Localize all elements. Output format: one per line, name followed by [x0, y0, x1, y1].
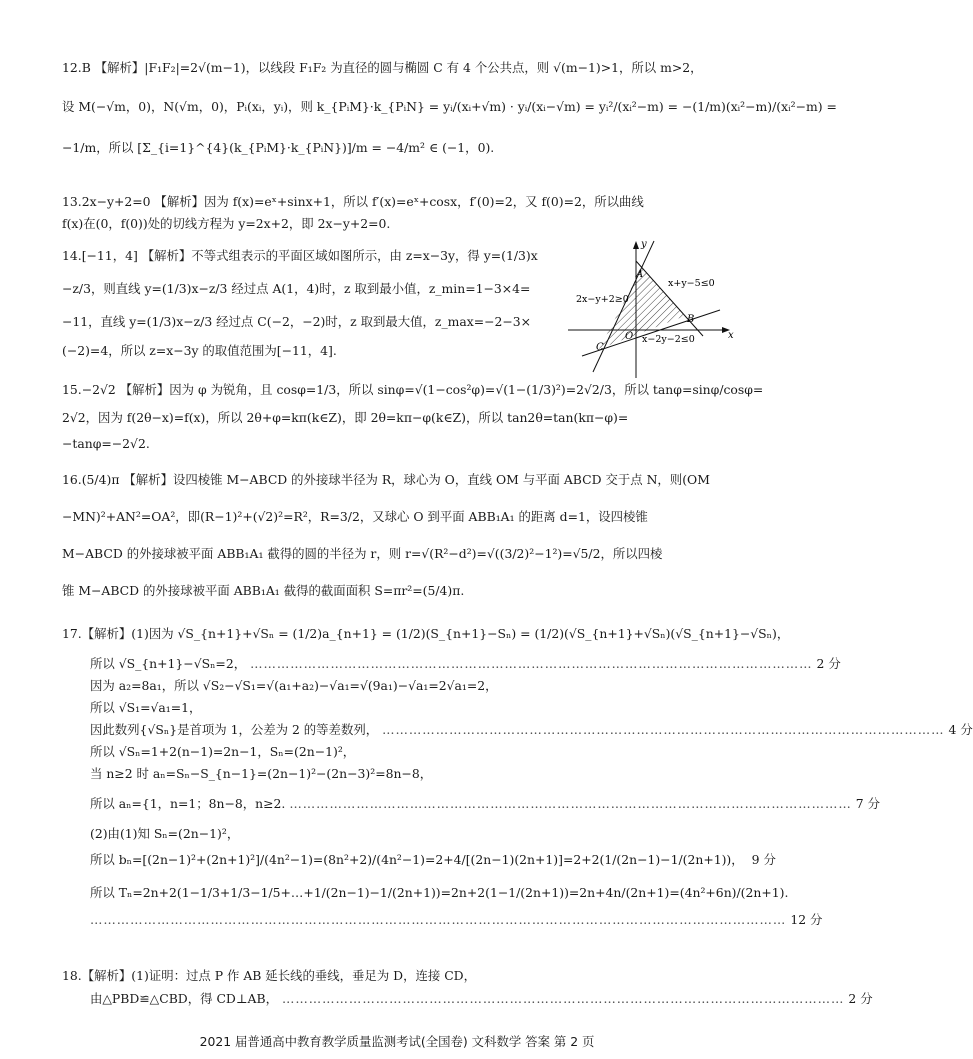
solution-line: 2√2，因为 f(2θ−x)=f(x)，所以 2θ+φ=kπ(k∈Z)，即 2θ=kπ−φ(k∈Z)，所以 tan2θ=tan(kπ−φ)= [62, 410, 629, 425]
leader-dots: ……………………………………………………………………………………………………………… [382, 722, 945, 737]
solution-line: 14.[−11，4] 【解析】不等式组表示的平面区域如图所示，由 z=x−3y，得 y=(1/3)x [62, 248, 538, 263]
solution-line: 所以 Tₙ=2n+2(1−1/3+1/3−1/5+…+1/(2n−1)−1/(2n+1))=2n+2(1−1/(2n+1))=2n+4n/(2n+1)=(4n²+6n)/(2n+1). [90, 885, 789, 900]
inequality-label: 2x−y+2≥0 [576, 294, 629, 305]
solution-line: 18.【解析】(1)证明：过点 P 作 AB 延长线的垂线，垂足为 D，连接 CD， [62, 968, 477, 983]
solution-line: −11，直线 y=(1/3)x−z/3 经过点 C(−2，−2)时，z 取到最大值，z_max=−2−3× [62, 314, 532, 329]
score-label: 9 分 [751, 852, 776, 867]
solution-13 [62, 192, 726, 233]
point-b-label: B [687, 314, 695, 325]
solution-line: 所以 √S₁=√a₁=1， [90, 700, 202, 715]
solution-line: 因为 a₂=8a₁，所以 √S₂−√S₁=√(a₁+a₂)−√a₁=√(9a₁)−√a₁=2√a₁=2， [90, 678, 498, 693]
solution-line: 15.−2√2 【解析】因为 φ 为锐角，且 cosφ=1/3，所以 sinφ=√(1−cos²φ)=√(1−(1/3)²)=2√2/3，所以 tanφ=sinφ/cosφ= [62, 382, 764, 397]
score-label: 7 分 [855, 796, 880, 811]
score-label: 2 分 [816, 656, 841, 671]
inequality-label: x−2y−2≤0 [642, 334, 695, 345]
solution-line: (−2)=4，所以 z=x−3y 的取值范围为[−11，4]. [62, 343, 337, 358]
point-a-label: A [636, 269, 644, 280]
solution-12 [62, 58, 837, 157]
point-c-label: C [596, 342, 604, 353]
leader-dots: ………………………………………………………………………………………………………………………………………… [90, 912, 787, 927]
inequality-label: x+y−5≤0 [668, 278, 715, 289]
y-axis-arrow [633, 241, 639, 249]
solution-line: M−ABCD 的外接球被平面 ABB₁A₁ 截得的圆的半径为 r，则 r=√(R²−d²)=√((3/2)²−1²)=√5/2，所以四棱 [62, 546, 663, 561]
origin-label: O [625, 331, 634, 342]
solution-16 [62, 470, 726, 600]
solution-line: 17.【解析】(1)因为 √S_{n+1}+√Sₙ = (1/2)a_{n+1} = (1/2)(S_{n+1}−Sₙ) = (1/2)(√S_{n+1}+√Sₙ)(√S_{n+1}−√Sₙ)， [62, 626, 790, 641]
solution-line: f(x)在(0，f(0))处的切线方程为 y=2x+2，即 2x−y+2=0. [62, 216, 391, 231]
solution-line: −tanφ=−2√2. [62, 436, 150, 451]
solution-line: 12.B 【解析】|F₁F₂|=2√(m−1)，以线段 F₁F₂ 为直径的圆与椭圆 C 有 4 个公共点，则 √(m−1)>1，所以 m>2， [62, 60, 703, 75]
solution-line: 所以 aₙ={1，n=1；8n−8，n≥2. [90, 796, 286, 811]
scored-line [62, 720, 973, 739]
leader-dots: ……………………………………………………………………………………………………………… [250, 656, 813, 671]
solution-18 [62, 966, 873, 1008]
leader-dots: ……………………………………………………………………………………………………………… [289, 796, 852, 811]
solution-line: 设 M(−√m，0)，N(√m，0)，Pᵢ(xᵢ，yᵢ)，则 k_{PᵢM}·k_{PᵢN} = yᵢ/(xᵢ+√m) · yᵢ/(xᵢ−√m) = yᵢ²/(xᵢ²−m) = −(1/m)(xᵢ²−m)/(xᵢ²−m) = [62, 99, 837, 114]
y-axis-label: y [641, 239, 647, 250]
score-label: 4 分 [948, 722, 973, 737]
solution-line: −MN)²+AN²=OA²，即(R−1)²+(√2)²=R²，R=3/2，又球心 O 到平面 ABB₁A₁ 的距离 d=1，设四棱锥 [62, 509, 648, 524]
solution-line: (2)由(1)知 Sₙ=(2n−1)²， [90, 826, 240, 841]
solution-15 [62, 380, 764, 453]
leader-dots: ……………………………………………………………………………………………………………… [281, 991, 845, 1006]
page-footer: 2021 届普通高中教育教学质量监测考试(全国卷) 文科数学 答案 第 2 页 [199, 1034, 595, 1049]
solution-line: −1/m，所以 [Σ_{i=1}^{4}(k_{PᵢM}·k_{PᵢN})]/m = −4/m² ∈ (−1，0). [62, 140, 495, 155]
solution-line: −z/3，则直线 y=(1/3)x−z/3 经过点 A(1，4)时，z 取到最小值，z_min=1−3×4= [62, 281, 531, 296]
solution-line: 16.(5/4)π 【解析】设四棱锥 M−ABCD 的外接球半径为 R，球心为 O，直线 OM 与平面 ABCD 交于点 N，则(OM [62, 472, 710, 487]
solution-line: 所以 √S_{n+1}−√Sₙ=2， [90, 656, 247, 671]
scored-line [62, 654, 841, 673]
x-axis-label: x [728, 330, 734, 341]
solution-line: 所以 bₙ=[(2n−1)²+(2n+1)²]/(4n²−1)=(8n²+2)/(4n²−1)=2+4/[(2n−1)(2n+1)]=2+2(1/(2n−1)−1/(2n+1))， [90, 852, 744, 867]
solution-line: 由△PBD≌△CBD，得 CD⊥AB， [90, 991, 278, 1006]
solution-line: 锥 M−ABCD 的外接球被平面 ABB₁A₁ 截得的截面面积 S=πr²=(5/4)π. [62, 583, 465, 598]
score-label: 12 分 [790, 912, 823, 927]
solution-line: 当 n≥2 时 aₙ=Sₙ−S_{n−1}=(2n−1)²−(2n−3)²=8n−8， [90, 766, 433, 781]
solution-line: 13.2x−y+2=0 【解析】因为 f(x)=eˣ+sinx+1，所以 f′(x)=eˣ+cosx，f′(0)=2，又 f(0)=2，所以曲线 [62, 194, 644, 209]
solution-line: 所以 √Sₙ=1+2(n−1)=2n−1，Sₙ=(2n−1)²， [90, 744, 356, 759]
solution-17 [62, 624, 973, 929]
scored-line [62, 989, 873, 1008]
scored-line [62, 850, 776, 869]
solution-line: 因此数列{√Sₙ}是首项为 1，公差为 2 的等差数列， [90, 722, 379, 737]
scored-line [62, 910, 823, 929]
feasible-region-graph [568, 238, 744, 378]
scored-line [62, 794, 880, 813]
solution-14 [62, 246, 572, 360]
score-label: 2 分 [848, 991, 873, 1006]
